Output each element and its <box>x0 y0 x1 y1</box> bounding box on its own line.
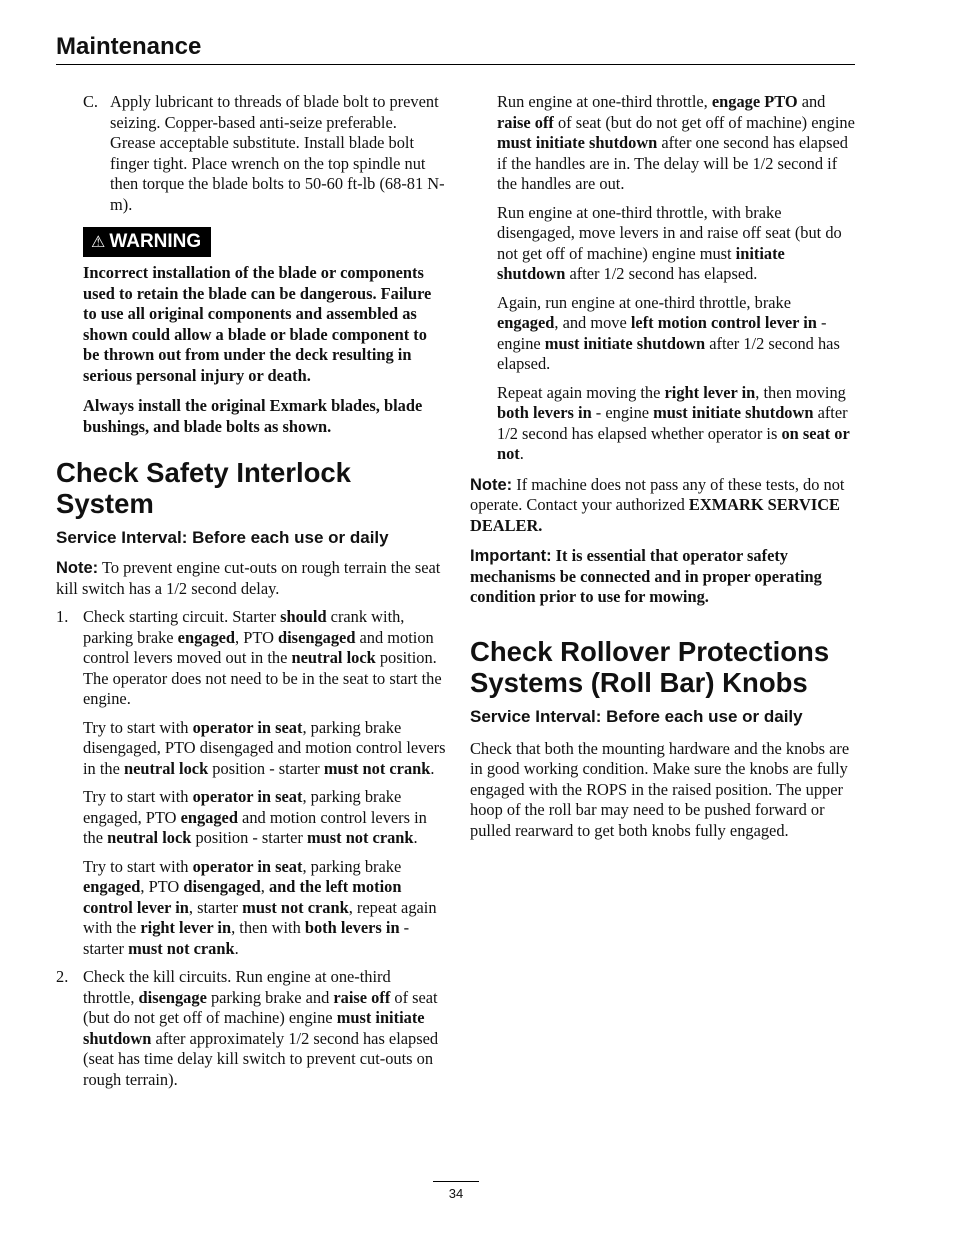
left-column <box>56 92 446 1090</box>
page-number: 34 <box>448 1186 464 1201</box>
note-label: Note: <box>56 559 99 577</box>
service-interval-rops: Service Interval: Before each use or daily <box>470 706 803 726</box>
warning-label: WARNING <box>109 231 202 252</box>
important-notice <box>470 546 855 608</box>
step-1 <box>56 607 446 959</box>
step-c-text: Apply lubricant to threads of blade bolt to prevent seizing. Copper-based anti-seize preferable. Grease acceptable substitute. Install blade bolt finger tight. Place wrench on the top spindle nut then torque the blade bolts to 50-60 ft-lb (68-81 N-m). <box>110 92 445 214</box>
footer-rule <box>433 1181 479 1182</box>
step-1-para-1: Check starting circuit. Starter should crank with, parking brake engaged, PTO disengaged and motion control levers moved out in the neutral lock position. The operator does not need to be in the seat to start the engine. <box>83 607 442 708</box>
warning-instruction: Always install the original Exmark blades, blade bushings, and blade bolts as shown. <box>83 396 423 436</box>
important-label: Important: <box>470 547 552 565</box>
section-heading-rops: Check Rollover Protections Systems (Roll Bar) Knobs <box>470 635 830 698</box>
section-title: Maintenance <box>56 33 202 60</box>
section-heading-interlock: Check Safety Interlock System <box>56 457 351 519</box>
step-c <box>56 92 446 215</box>
kill-para-3: Again, run engine at one-third throttle, brake engaged, and move left motion control lever in - engine must initiate shutdown after 1/2 second has elapsed. <box>497 292 840 373</box>
warning-badge <box>83 227 211 257</box>
step-1-para-4: Try to start with operator in seat, parking brake engaged, PTO disengaged, and the left motion control lever in, starter must not crank, repeat again with the right lever in, then with both levers in - starter must not crank. <box>83 856 437 958</box>
important-text: It is essential that operator safety mechanisms be connected and in proper operating condition prior to use for mowing. <box>470 546 822 606</box>
warning-block <box>56 263 446 437</box>
service-interval-interlock: Service Interval: Before each use or daily <box>56 528 389 547</box>
step-2-para-1: Check the kill circuits. Run engine at one-third throttle, disengage parking brake and raise off of seat (but do not get off of machine) engine must initiate shutdown after approximately 1/2 second has elapsed (seat has time delay kill switch to prevent cut-outs on rough terrain). <box>83 967 439 1089</box>
interlock-note <box>56 558 446 599</box>
warning-text: Incorrect installation of the blade or components used to retain the blade can be dangerous. Failure to use all original components and assembled as shown could allow a blade or blade component to be thrown out from under the deck resulting in serious personal injury or death. <box>83 263 432 385</box>
right-note: Note: If machine does not pass any of these tests, do not operate. Contact your authorized EXMARK SERVICE DEALER. <box>470 474 845 535</box>
step-2 <box>56 967 446 1090</box>
header-divider <box>56 64 855 65</box>
right-column <box>470 92 855 841</box>
step-1-label: 1. <box>56 607 69 626</box>
step-1-para-2: Try to start with operator in seat, parking brake disengaged, PTO disengaged and motion control levers in the neutral lock position - starter must not crank. <box>83 717 446 778</box>
note-text: To prevent engine cut-outs on rough terrain the seat kill switch has a 1/2 second delay. <box>56 558 441 598</box>
rops-body: Check that both the mounting hardware and the knobs are in good working condition. Make sure the knobs are fully engaged with the ROPS in the raised position. The upper hoop of the roll bar may need to be pushed forward or pulled rearward to get both knobs fully engaged. <box>470 738 850 840</box>
kill-para-2: Run engine at one-third throttle, with brake disengaged, move levers in and raise off seat (but do not get off of machine) engine must initiate shutdown after 1/2 second has elapsed. <box>497 202 842 283</box>
kill-circuit-steps <box>470 92 855 465</box>
note-label: Note: <box>470 475 513 494</box>
kill-para-1: Run engine at one-third throttle, engage PTO and raise off of seat (but do not get off of machine) engine must initiate shutdown after one second has elapsed if the handles are in. The delay will be 1/2 second if the handles are out. <box>497 92 855 193</box>
warning-triangle-icon: ⚠ <box>91 234 106 251</box>
step-c-label: C. <box>83 92 99 111</box>
step-1-para-3: Try to start with operator in seat, parking brake engaged, PTO engaged and motion control levers in the neutral lock position - starter must not crank. <box>83 787 427 847</box>
kill-para-4: Repeat again moving the right lever in, then moving both levers in - engine must initiate shutdown after 1/2 second has elapsed whether operator is on seat or not. <box>497 382 850 463</box>
step-2-label: 2. <box>56 967 69 986</box>
